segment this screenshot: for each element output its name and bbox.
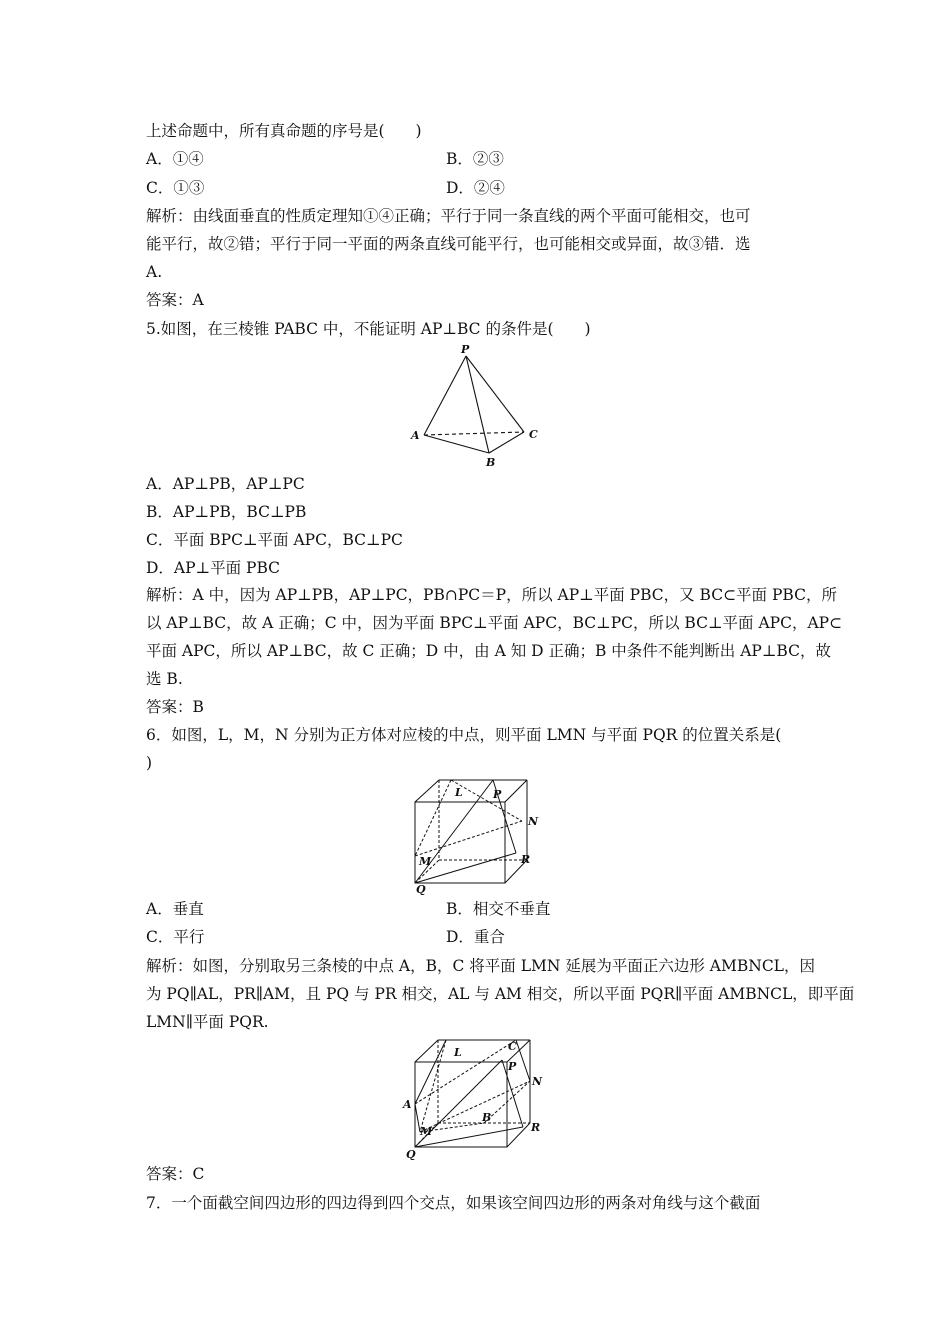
- label-r: R: [521, 853, 531, 866]
- pyramid-figure: [400, 340, 560, 470]
- q5-option-a: A．AP⊥PB，AP⊥PC: [146, 475, 305, 493]
- q6-answer: 答案：C: [146, 1165, 205, 1183]
- q4-stem: 上述命题中，所有真命题的序号是( ): [146, 122, 422, 140]
- q4-analysis-line: A.: [146, 263, 163, 281]
- label-r: R: [531, 1121, 541, 1134]
- q6-option-c: C．平行: [146, 928, 205, 946]
- q5-analysis-line: 解析：A 中，因为 AP⊥PB，AP⊥PC，PB∩PC＝P，所以 AP⊥平面 PBC，又 BC⊂平面 PBC，所: [146, 586, 837, 604]
- label-p: P: [461, 343, 470, 356]
- q4-analysis-line: 能平行，故②错；平行于同一平面的两条直线可能平行，也可能相交或异面，故③错．选: [146, 235, 751, 253]
- label-n: N: [528, 815, 539, 828]
- q5-option-c: C．平面 BPC⊥平面 APC，BC⊥PC: [146, 531, 403, 549]
- label-b: B: [482, 1111, 492, 1124]
- q4-option-a: A．①④: [146, 150, 204, 168]
- q6-analysis-line: 为 PQ∥AL，PR∥AM，且 PQ 与 PR 相交，AL 与 AM 相交，所以平面 PQR∥平面 AMBNCL，即平面: [146, 985, 855, 1003]
- q5-option-b: B．AP⊥PB，BC⊥PB: [146, 503, 307, 521]
- q4-analysis-line: 解析：由线面垂直的性质定理知①④正确；平行于同一条直线的两个平面可能相交，也可: [146, 207, 751, 225]
- q6-analysis-line: LMN∥平面 PQR.: [146, 1013, 269, 1031]
- label-p: P: [508, 1060, 517, 1073]
- label-m: M: [420, 1125, 433, 1138]
- q5-stem: 5.如图，在三棱锥 PABC 中，不能证明 AP⊥BC 的条件是( ): [146, 320, 591, 338]
- q5-option-d: D．AP⊥平面 PBC: [146, 559, 281, 577]
- q6-option-b: B．相交不垂直: [446, 900, 551, 918]
- label-a: A: [411, 429, 420, 442]
- q6-stem-line: 6．如图，L，M，N 分别为正方体对应棱的中点，则平面 LMN 与平面 PQR 的位置关系是(: [146, 726, 782, 744]
- q4-option-b: B．②③: [446, 150, 504, 168]
- q5-analysis-line: 平面 APC，所以 AP⊥BC，故 C 正确；D 中，由 A 知 D 正确；B 中条件不能判断出 AP⊥BC，故: [146, 642, 831, 660]
- label-c: C: [529, 428, 538, 441]
- label-q: Q: [406, 1148, 416, 1160]
- q6-stem-line: ): [146, 754, 153, 772]
- q5-analysis-line: 以 AP⊥BC，故 A 正确；C 中，因为平面 BPC⊥平面 APC，BC⊥PC，所以 BC⊥平面 APC，AP⊂: [146, 614, 843, 632]
- label-b: B: [486, 456, 496, 469]
- q6-option-a: A．垂直: [146, 900, 204, 918]
- label-m: M: [419, 855, 432, 868]
- label-l: L: [455, 786, 463, 799]
- cube-figure-2: [398, 1035, 558, 1160]
- q6-analysis-line: 解析：如图，分别取另三条棱的中点 A，B，C 将平面 LMN 延展为平面正六边形 AMBNCL，因: [146, 957, 815, 975]
- label-n: N: [532, 1075, 543, 1088]
- label-p: P: [493, 788, 502, 801]
- label-l: L: [454, 1046, 462, 1059]
- q5-analysis-line: 选 B.: [146, 670, 183, 688]
- cube-figure-1: [405, 775, 555, 895]
- label-a: A: [403, 1098, 412, 1111]
- label-c: C: [508, 1040, 517, 1053]
- q4-option-c: C．①③: [146, 179, 205, 197]
- q4-option-d: D．②④: [446, 179, 505, 197]
- q6-option-d: D．重合: [446, 928, 505, 946]
- q5-answer: 答案：B: [146, 698, 204, 716]
- label-q: Q: [416, 883, 426, 895]
- q7-stem: 7．一个面截空间四边形的四边得到四个交点，如果该空间四边形的两条对角线与这个截面: [146, 1194, 761, 1212]
- q4-answer: 答案：A: [146, 291, 204, 309]
